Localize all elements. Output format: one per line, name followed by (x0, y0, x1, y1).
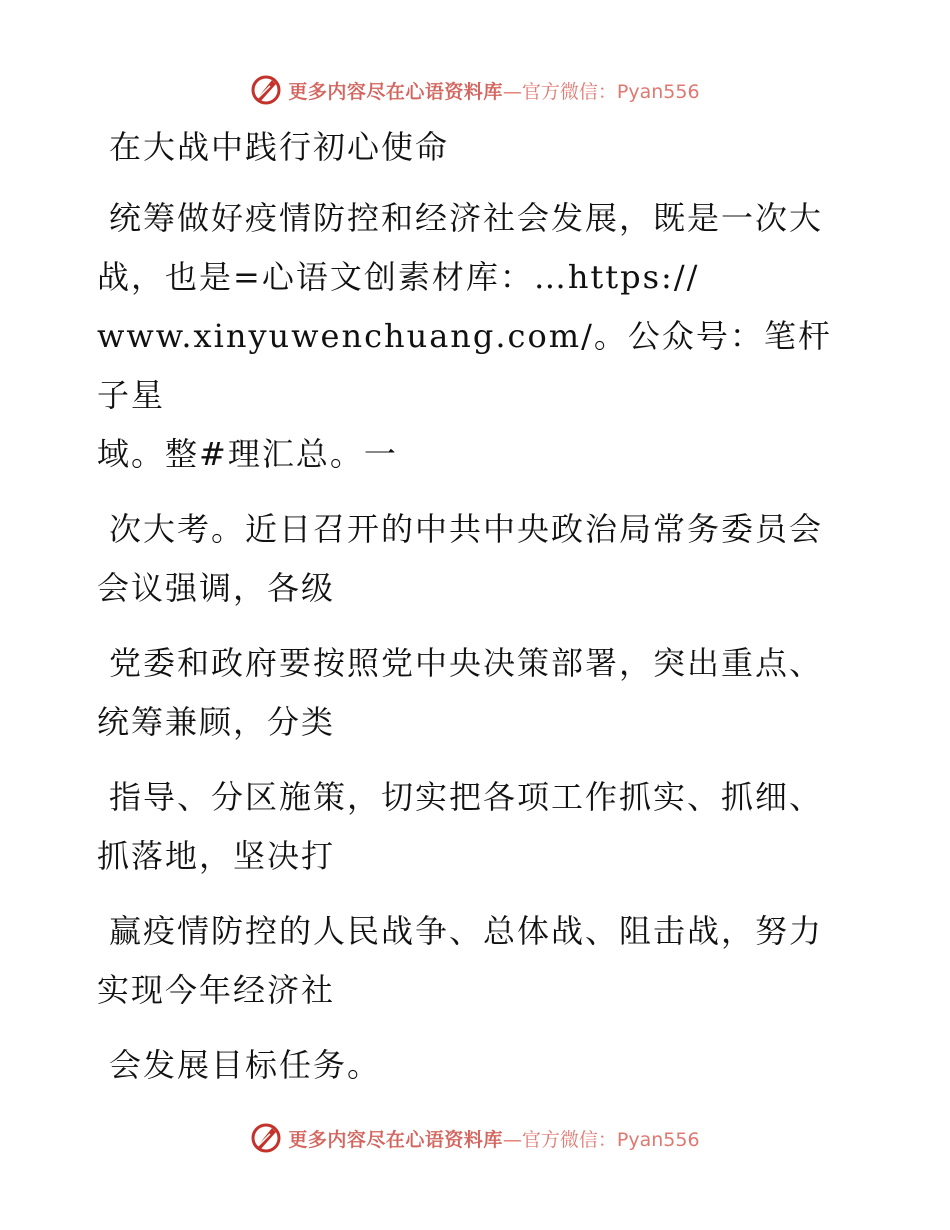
paragraph-3: 党委和政府要按照党中央决策部署，突出重点、 统筹兼顾，分类 (97, 644, 824, 741)
title-text: 在大战中践行初心使命 (109, 128, 450, 166)
banner-title: 更多内容尽在心语资料库 (288, 1128, 503, 1151)
document-body (97, 118, 837, 1111)
quill-logo-icon (250, 74, 282, 106)
footer-banner (0, 1118, 950, 1158)
paragraph-2: 次大考。近日召开的中共中央政治局常务委员会 会议强调，各级 (97, 510, 824, 607)
banner-wechat: —官方微信：Pyan556 (502, 1128, 700, 1151)
banner-title: 更多内容尽在心语资料库 (288, 80, 503, 103)
banner-wechat: —官方微信：Pyan556 (502, 80, 700, 103)
paragraph-5: 赢疫情防控的人民战争、总体战、阻击战，努力 实现今年经济社 (97, 912, 824, 1009)
paragraph-4: 指导、分区施策，切实把各项工作抓实、抓细、 抓落地，坚决打 (97, 778, 824, 875)
header-banner (0, 70, 950, 110)
paragraph-1: 统筹做好疫情防控和经济社会发展，既是一次大 战，也是=心语文创素材库：…https:// www.xinyuwenchuang.com/。公众号：笔杆子星 域。整#理汇总。一 (97, 199, 832, 473)
paragraph-6: 会发展目标任务。 (109, 1046, 382, 1084)
document-title (97, 118, 837, 177)
quill-logo-icon (250, 1122, 282, 1154)
